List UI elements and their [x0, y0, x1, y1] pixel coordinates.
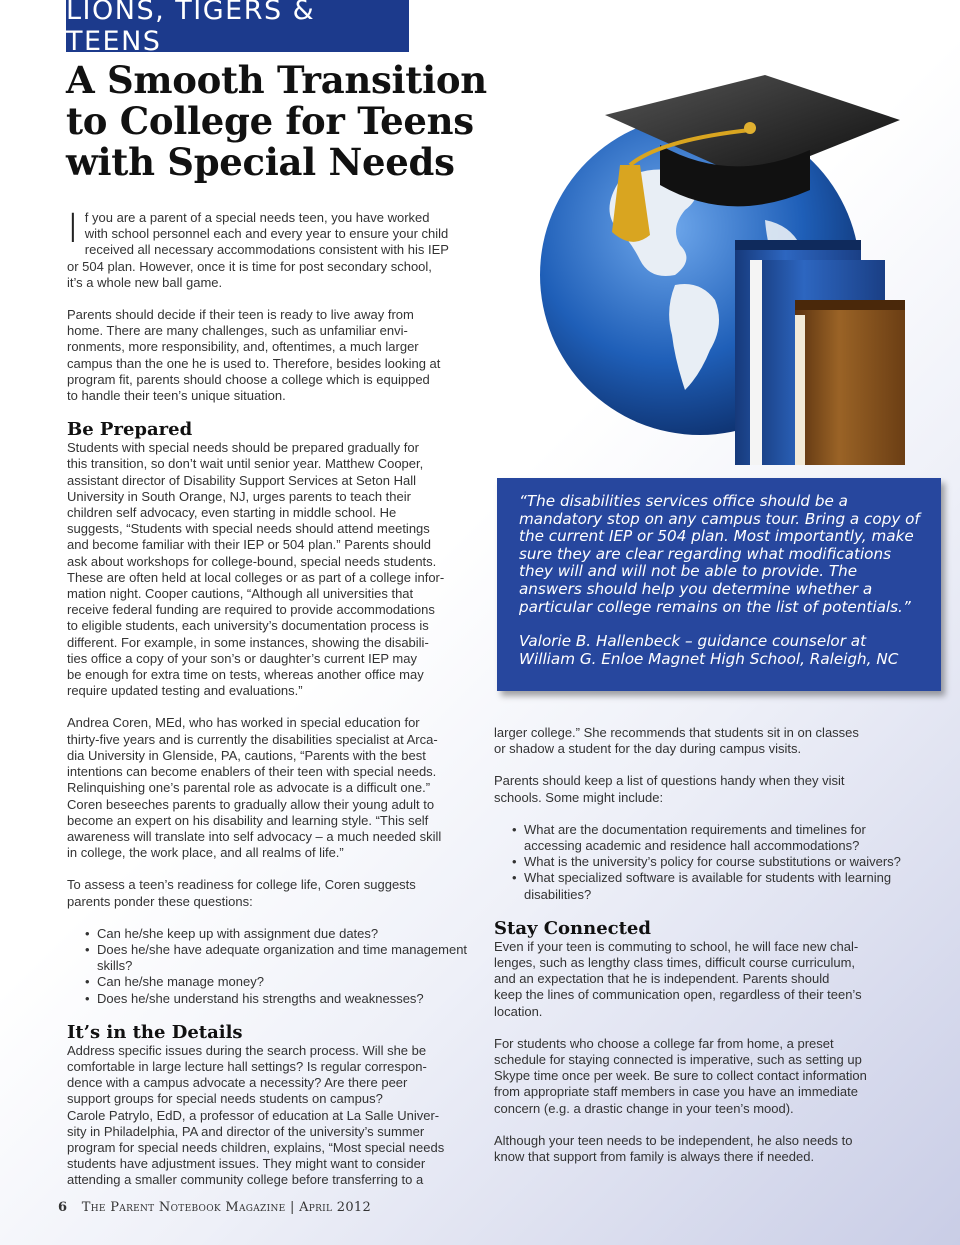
section-banner: LIONS, TIGERS & TEENS	[66, 0, 409, 52]
list-item: • Can he/she keep up with assignment due dates?	[85, 925, 379, 941]
heading-details: It’s in the Details	[67, 1021, 243, 1043]
intro-paragraph	[67, 206, 477, 291]
paragraph-prepared: Students with special needs should be prepared gradually for this transition, so don’t wait until senior year. Matthew Cooper, assistant director of Disability Support Services at Seton Hall University in South Orange, NJ, urges parents to teach their children self advocacy, even starting in middle school. He suggests, “Students with special needs should attend meetings and become familiar with their IEP or 504 plan.” Parents should ask about workshops for college-bound, special needs students. These are often held at local colleges or as part of a college infor- mation night. Cooper cautions, “Although all universities that receive federal funding are required to provide accommodations to eligible students, each university’s documentation process is different. For example, in some instances, showing the disabili- ties office a copy of your son’s or daughter’s current IEP may be enough for extra time on tests, whereas another office may require updated testing and evaluations.”	[67, 440, 445, 699]
paragraph-larger-college: larger college.” She recommends that students sit in on classes or shadow a student for the day during campus visits.	[494, 725, 859, 757]
list-item: • What are the documentation requirements and timelines for accessing academic and residence hall accommodations?	[512, 821, 866, 854]
books-icon	[735, 240, 905, 465]
heading-stay-connected: Stay Connected	[494, 917, 651, 939]
list-item: • Can he/she manage money?	[85, 974, 264, 990]
list-item: • Does he/she understand his strengths and weaknesses?	[85, 990, 424, 1006]
paragraph-assess: To assess a teen’s readiness for college life, Coren suggests parents ponder these questions:	[67, 877, 416, 909]
campus-question-list	[494, 822, 904, 903]
paragraph-decide: Parents should decide if their teen is ready to live away from home. There are many challenges, such as unfamiliar envi- ronments, more responsibility, and, oftentimes, a much larger campus than the one he is used to. Therefore, besides looking at program fit, parents should choose a college which is equipped to handle their teen’s unique situation.	[67, 307, 441, 404]
page-footer	[58, 1200, 371, 1215]
list-item: • Does he/she have adequate organization and time management skills?	[85, 941, 468, 974]
paragraph-far-from-home: For students who choose a college far from home, a preset schedule for staying connected is imperative, such as setting up Skype time once per week. Be sure to collect contact information from appropriate staff members in case you have an immediate concern (e.g. a drastic change in your teen’s mood).	[494, 1035, 867, 1116]
pull-quote	[497, 478, 941, 691]
right-column	[494, 725, 904, 1165]
paragraph-coren: Andrea Coren, MEd, who has worked in special education for thirty-five years and is currently the disabilities specialist at Arca- dia University in Glenside, PA, cautions, “Parents with the best intentions can become enablers of their teen with special needs. Relinquishing one’s parental role as advocate is a difficult one.” Coren beseeches parents to gradually allow their young adult to become an expert on his disability and learning style. “This self awareness will translate into self advocacy – a much needed skill in college, the work place, and all realms of life.”	[67, 715, 442, 861]
list-item: • What is the university’s policy for course substitutions or waivers?	[512, 854, 901, 870]
pull-quote-text: “The disabilities services office should be a mandatory stop on any campus tour. Bring a copy of the current IEP or 504 plan. Most importantly, make sure they are clear regarding what modifications they will and will not be able to provide. The answers should help you determine whether a particular college remains on the list of potentials.”	[519, 492, 920, 616]
issue-date: April 2012	[299, 1200, 372, 1215]
list-item: • What specialized software is available for students with learning disabilities?	[512, 870, 892, 902]
article-title	[66, 60, 536, 183]
drop-cap: I	[67, 206, 79, 252]
graduation-illustration	[500, 60, 920, 465]
pull-quote-attribution: Valorie B. Hallenbeck – guidance counselor at William G. Enloe Magnet High School, Raleigh, NC	[519, 632, 899, 668]
title-line-1: A Smooth Transition	[66, 58, 487, 102]
page-number: 6	[58, 1200, 68, 1215]
paragraph-commuting: Even if your teen is commuting to school, he will face new chal- lenges, such as lengthy class times, difficult course curriculum, and an expectation that he is independent. Parents should keep the lines of communication open, regardless of their teen’s location.	[494, 938, 862, 1019]
left-column	[67, 206, 477, 1189]
heading-be-prepared: Be Prepared	[67, 419, 193, 441]
readiness-question-list	[67, 926, 477, 1007]
paragraph-support: Although your teen needs to be independent, he also needs to know that support from family is always there if needed.	[494, 1132, 853, 1165]
publication-name: The Parent Notebook Magazine	[81, 1200, 286, 1215]
title-line-2: to College for Teens	[66, 99, 474, 143]
intro-text: f you are a parent of a special needs teen, you have worked with school personnel each and every year to ensure your child received all necessary accommodations consistent with his IEP or 504 plan. However, once it is time for post secondary school, it’s a whole new ball game.	[67, 210, 449, 290]
paragraph-questions: Parents should keep a list of questions handy when they visit schools. Some might include:	[494, 773, 845, 805]
title-line-3: with Special Needs	[66, 140, 455, 184]
paragraph-details: Address specific issues during the search process. Will she be comfortable in large lecture hall settings? Is regular correspon- dence with a campus advocate a necessity? Are there peer support groups for special needs students on campus? Carole Patrylo, EdD, a professor of education at La Salle Univer- sity in Philadelphia, PA and director of the university’s summer program for special needs children, explains, “Most special needs students have adjustment issues. They might want to consider attending a smaller community college before transferring to a	[67, 1042, 445, 1188]
footer-separator: |	[289, 1200, 295, 1215]
